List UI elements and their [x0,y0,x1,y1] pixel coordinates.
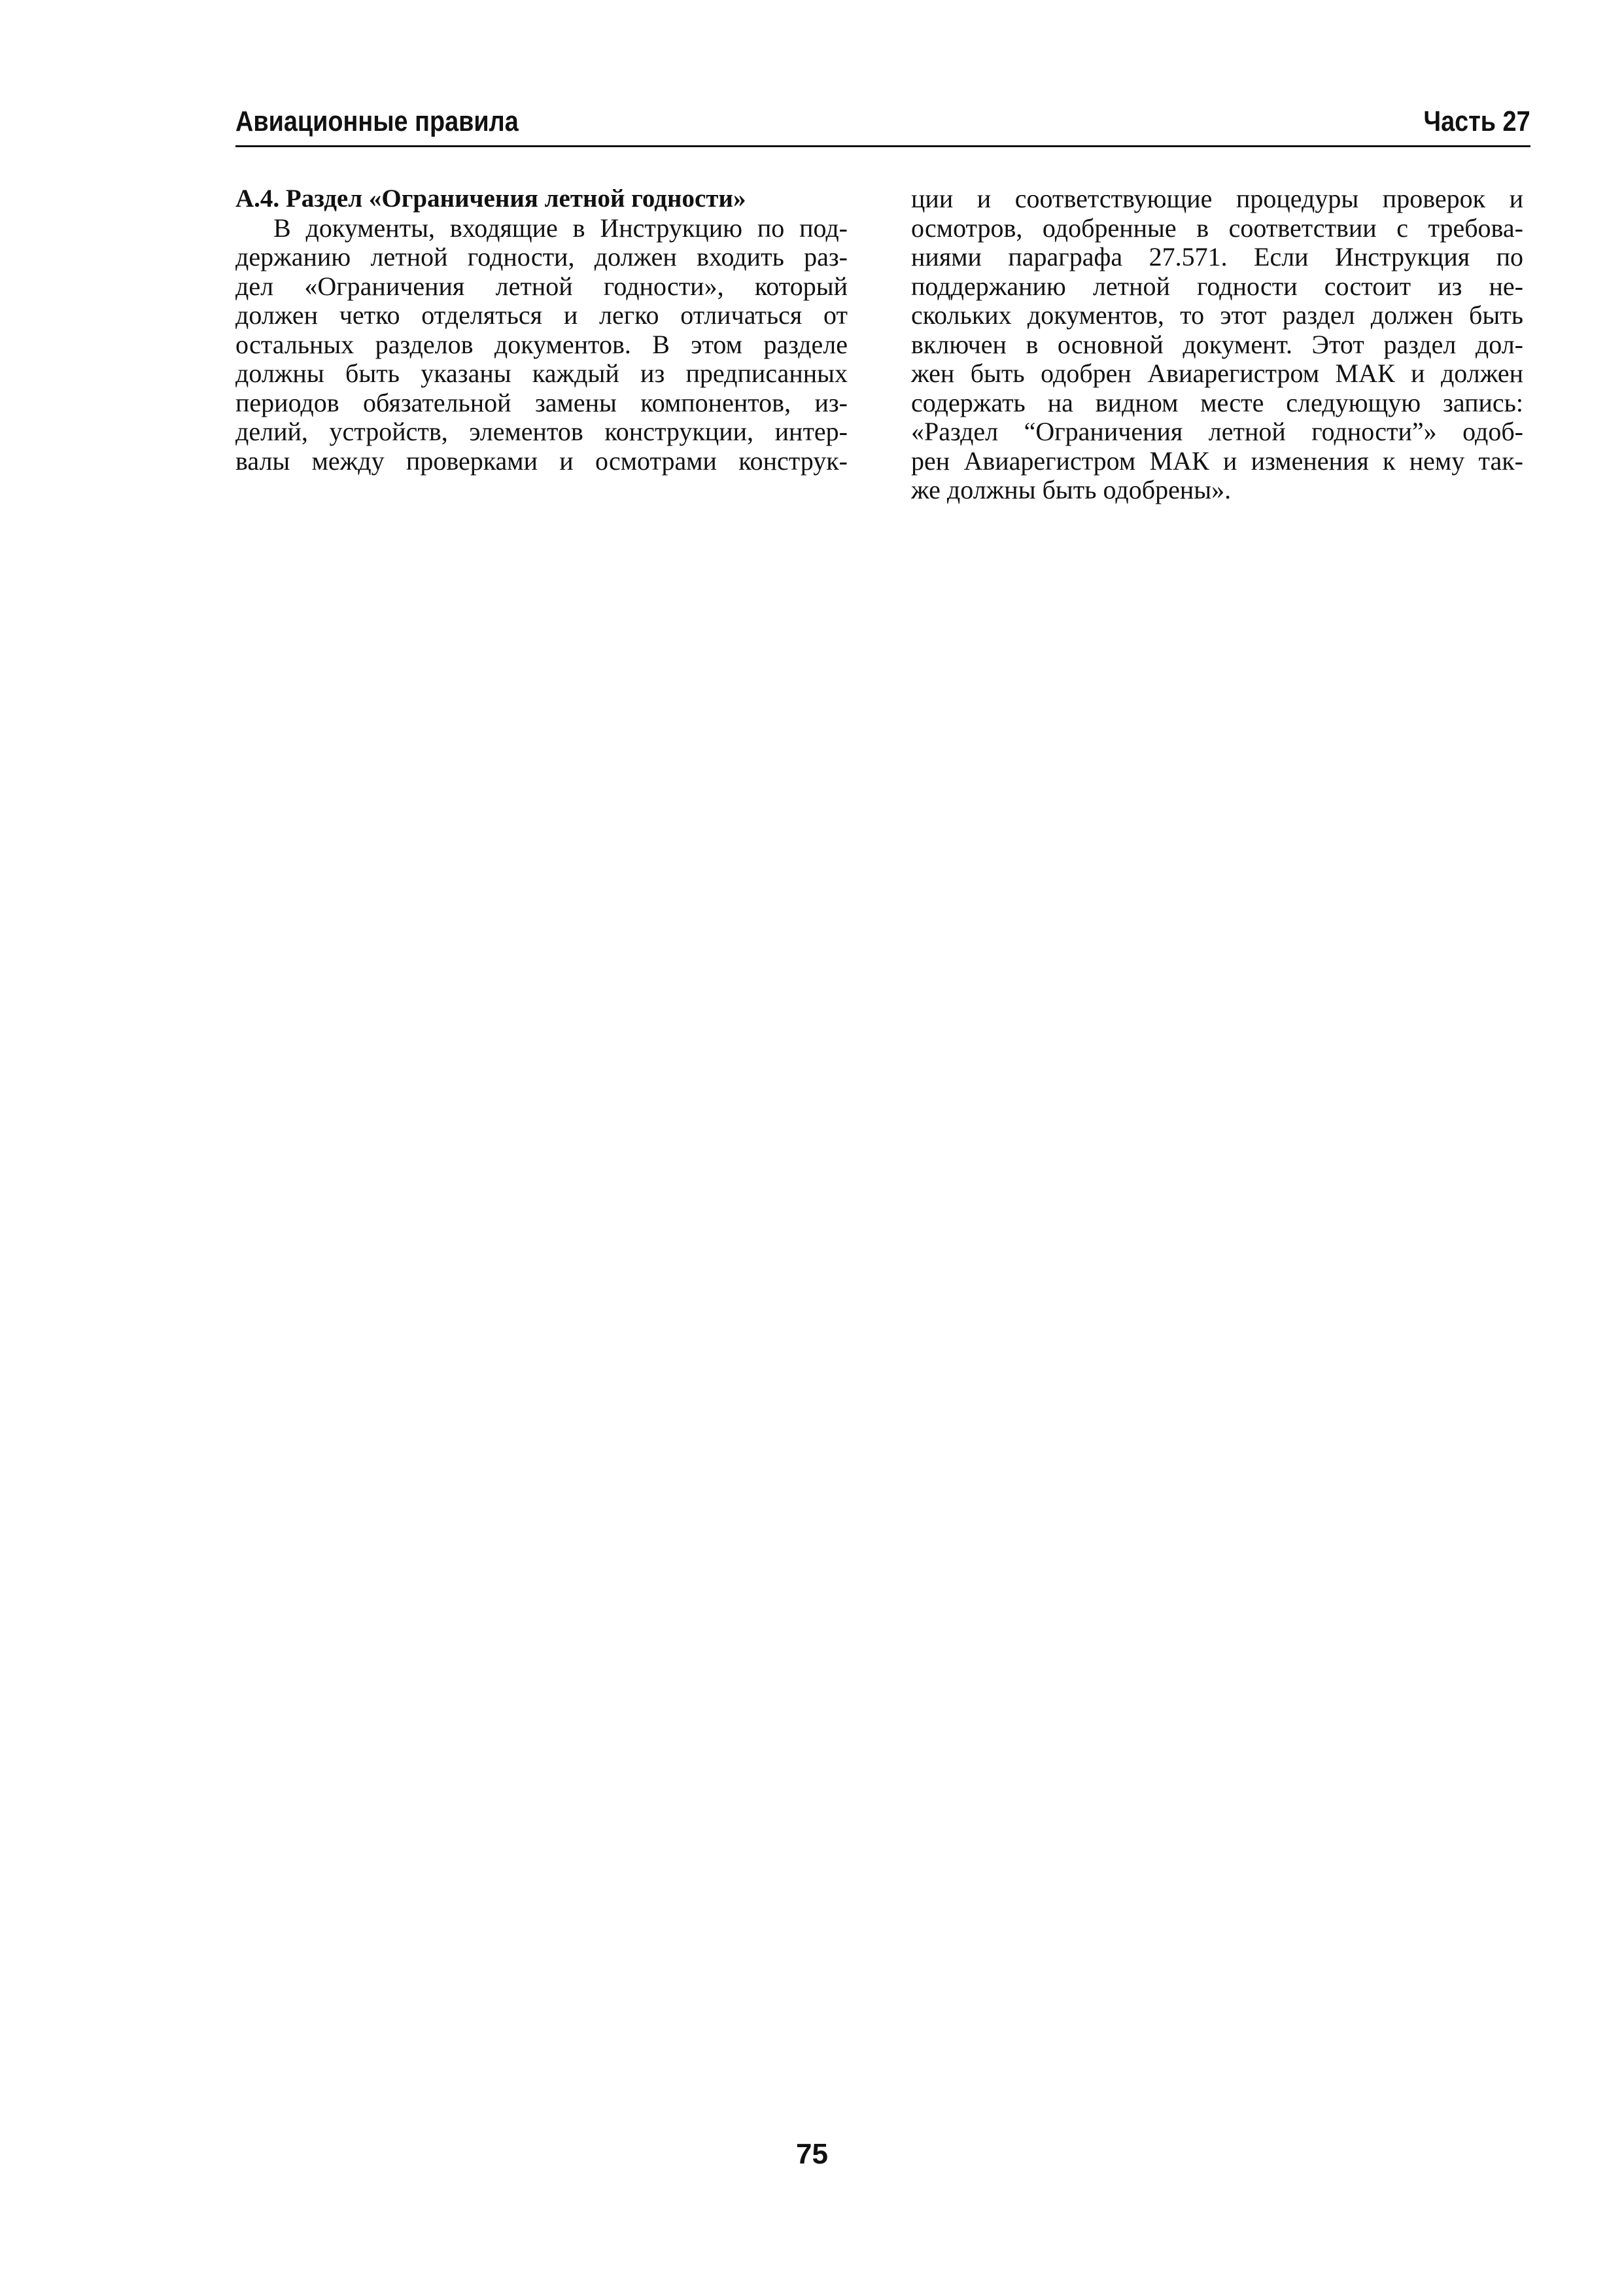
paragraph-line: периодов обязательной замены компонентов, из- [235,387,848,417]
paragraph-line: скольких документов, то этот раздел должен быть [911,300,1523,330]
paragraph-line: ниями параграфа 27.571. Если Инструкция по [911,242,1523,272]
paragraph-line: валы между проверками и осмотрами конструк- [235,446,848,476]
paragraph-line: остальных разделов документов. В этом разделе [235,329,848,359]
section-heading: А.4. Раздел «Ограничения летной годности» [235,184,746,213]
running-header [235,98,1530,147]
paragraph-line: делий, устройств, элементов конструкции, интер- [235,417,848,446]
paragraph-line: должен четко отделяться и легко отличаться от [235,300,848,330]
left-column [235,184,848,476]
paragraph-line: рен Авиарегистром МАК и изменения к нему так- [911,446,1523,476]
page-number: 75 [796,2138,828,2170]
paragraph-line: включен в основной документ. Этот раздел дол- [911,329,1523,359]
header-title: Авиационные правила [235,105,519,137]
header-part-number: Часть 27 [1423,105,1530,137]
paragraph-line: держанию летной годности, должен входить раз- [235,242,848,272]
paragraph-line: осмотров, одобренные в соответствии с требова- [911,213,1523,243]
paragraph-line: поддержанию летной годности состоит из не- [911,271,1523,301]
paragraph-line: содержать на видном месте следующую запись: [911,387,1523,417]
paragraph-line: «Раздел “Ограничения летной годности”» одоб- [911,417,1523,446]
paragraph-line: ции и соответствующие процедуры проверок и [911,184,1523,213]
paragraph-line: дел «Ограничения летной годности», который [235,271,848,301]
paragraph-line: жен быть одобрен Авиарегистром МАК и должен [911,359,1523,388]
paragraph-line: должны быть указаны каждый из предписанных [235,359,848,388]
paragraph-line: В документы, входящие в Инструкцию по под- [273,213,848,243]
paragraph-line: же должны быть одобрены». [911,475,1232,504]
right-column [911,184,1523,505]
